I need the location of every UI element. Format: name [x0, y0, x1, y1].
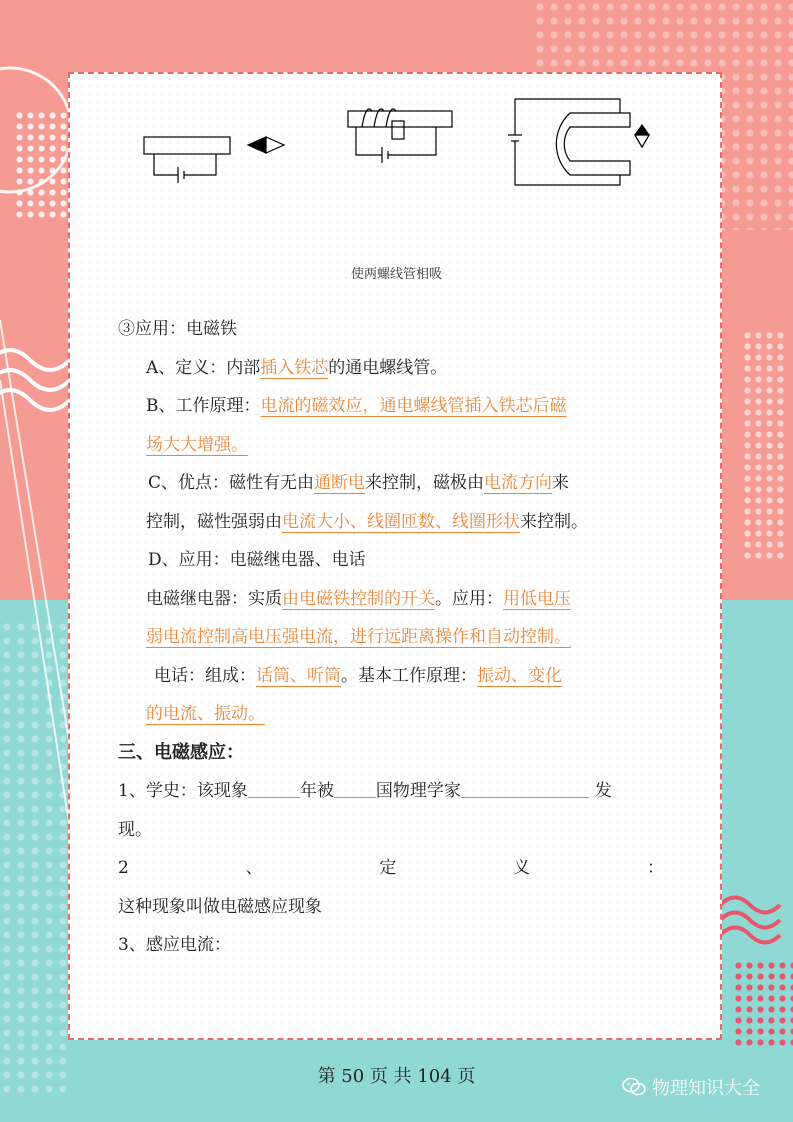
induced-current-line: 3、感应电流：	[118, 935, 231, 955]
wechat-icon	[622, 1077, 646, 1097]
definition-text: 这种现象叫做电磁感应现象	[118, 896, 322, 917]
decor-dots	[742, 330, 787, 560]
advantage-line-2: 控制，磁性强弱由电流大小、线圈匝数、线圈形状来控制。	[146, 511, 588, 532]
decor-dots	[733, 960, 793, 1050]
phone-line-2: 的电流、振动。	[146, 704, 265, 724]
u-magnet	[508, 99, 649, 185]
history-line: 1、学史：该现象 年被 国物理学家 发	[118, 772, 678, 811]
blank-year	[248, 777, 300, 798]
relay-line-2: 弱电流控制高电压强电流，进行远距离操作和自动控制。	[146, 627, 571, 647]
diagram-caption: 使两螺线管相吸	[350, 267, 442, 282]
solenoid-2	[348, 109, 452, 163]
phone-line: 电话：组成：话筒、听筒。基本工作原理：振动、变化	[154, 665, 562, 686]
history-line-2: 现。	[118, 819, 152, 840]
principle-line-2: 场大大增强。	[146, 434, 248, 455]
watermark: 物理知识大全	[622, 1074, 760, 1100]
application-line: D、应用：电磁继电器、电话	[148, 550, 366, 570]
solenoid-1	[144, 137, 284, 183]
induction-heading: 三、电磁感应：	[118, 741, 244, 763]
solenoid-diagrams	[130, 95, 670, 195]
definition-prompt: 2 、 定 义 ：	[118, 858, 664, 878]
relay-line: 电磁继电器：实质由电磁铁控制的开关。应用：用低电压	[146, 588, 571, 609]
definition-line: A、定义：内部插入铁芯的通电螺线管。	[146, 357, 448, 378]
blank-scientist	[461, 777, 589, 798]
advantage-line: C、优点：磁性有无由通断电来控制，磁极由电流方向来	[148, 473, 570, 493]
section-title: ③应用：电磁铁	[118, 319, 237, 339]
principle-line: B、工作原理：电流的磁效应，通电螺线管插入铁芯后磁	[146, 396, 567, 416]
decor-waves	[720, 890, 793, 960]
blank-country	[334, 777, 376, 798]
page-footer: 第 50 页 共 104 页	[317, 1066, 476, 1087]
decor-dots	[14, 110, 69, 220]
content-body	[118, 310, 678, 965]
